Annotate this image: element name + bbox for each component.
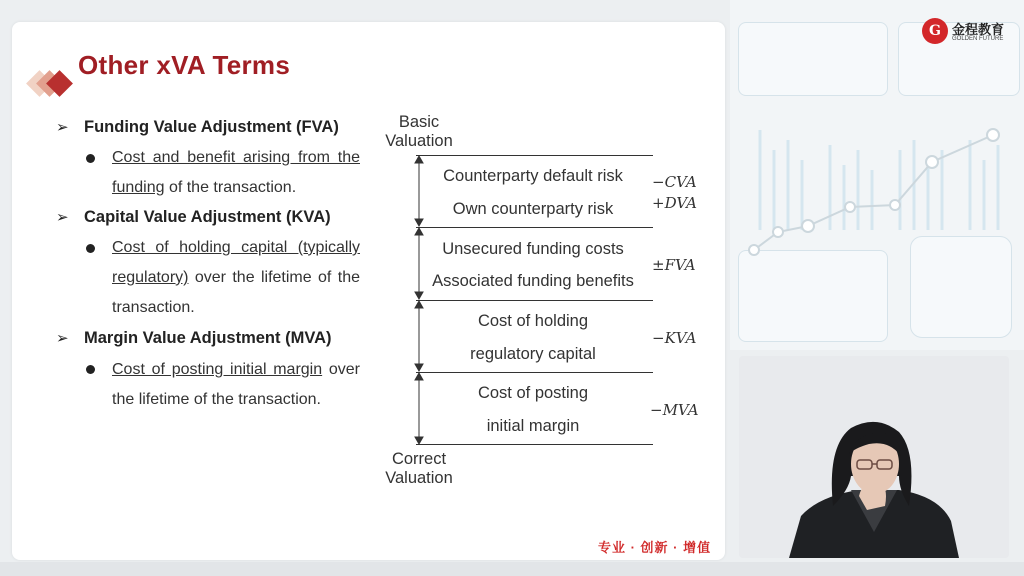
kva-description — [112, 233, 360, 323]
divider-line — [416, 300, 653, 301]
footer-slogan: 专业 · 创新 · 增值 — [598, 540, 712, 555]
fva-underlined-text: Cost and benefit arising from the funding — [112, 149, 360, 196]
divider-line — [416, 227, 653, 228]
diagram-row-2-line-2: Associated funding benefits — [432, 272, 634, 290]
logo-subtitle: GOLDEN FUTURE — [952, 36, 1004, 42]
basic-valuation-label: Basic Valuation — [385, 113, 453, 150]
presenter-video — [739, 356, 1009, 558]
background-decoration — [730, 0, 1024, 350]
title-diamond-icon — [26, 64, 86, 104]
kva-heading: Capital Value Adjustment (KVA) — [84, 208, 331, 226]
mva-description — [112, 355, 360, 415]
logo-name: 金程教育 — [952, 22, 1005, 37]
mva-underlined-text: Cost of posting initial margin — [112, 361, 323, 378]
company-logo — [922, 18, 1022, 48]
diagram-row-1-line-1: Counterparty default risk — [443, 167, 623, 185]
mva-rest-text: over the lifetime of the transaction. — [112, 361, 360, 408]
diagram-row-3-line-1: Cost of holding — [477, 312, 589, 330]
presenter-figure — [739, 356, 1009, 558]
dot-bullet-icon — [86, 365, 95, 374]
diagram-row-4-line-2: initial margin — [486, 417, 580, 435]
cva-symbol: −CVA — [652, 173, 697, 191]
fva-rest-text: of the transaction. — [164, 179, 297, 196]
correct-valuation-label: Correct Valuation — [385, 450, 453, 487]
diagram-row-2-line-1: Unsecured funding costs — [442, 240, 624, 258]
kva-rest-text: over the lifetime of the transaction. — [112, 269, 360, 316]
arrow-bullet-icon: ➢ — [56, 209, 69, 226]
arrow-bullet-icon: ➢ — [56, 119, 69, 136]
diagram-arrows — [410, 152, 430, 448]
mva-symbol: −MVA — [650, 401, 699, 419]
diagram-row-3-line-2: regulatory capital — [470, 345, 596, 363]
line-chart-decoration — [730, 0, 1024, 350]
dva-symbol: +DVA — [652, 194, 697, 212]
divider-line — [416, 444, 653, 445]
bottom-bar — [0, 562, 1024, 576]
kva-symbol: −KVA — [652, 329, 697, 347]
slide-title: Other xVA Terms — [78, 50, 291, 80]
mva-heading: Margin Value Adjustment (MVA) — [84, 329, 332, 347]
arrow-bullet-icon: ➢ — [56, 330, 69, 347]
diagram-row-4-line-1: Cost of posting — [477, 384, 589, 402]
diagram-row-1-line-2: Own counterparty risk — [452, 200, 614, 218]
divider-line — [416, 155, 653, 156]
dot-bullet-icon — [86, 154, 95, 163]
fva-description — [112, 143, 360, 203]
logo-mark-icon: G — [922, 18, 948, 44]
fva-symbol: ±FVA — [652, 256, 696, 274]
dot-bullet-icon — [86, 244, 95, 253]
fva-heading: Funding Value Adjustment (FVA) — [84, 118, 339, 136]
divider-line — [416, 372, 653, 373]
kva-underlined-text: Cost of holding capital (typically regulatory) — [112, 239, 360, 286]
